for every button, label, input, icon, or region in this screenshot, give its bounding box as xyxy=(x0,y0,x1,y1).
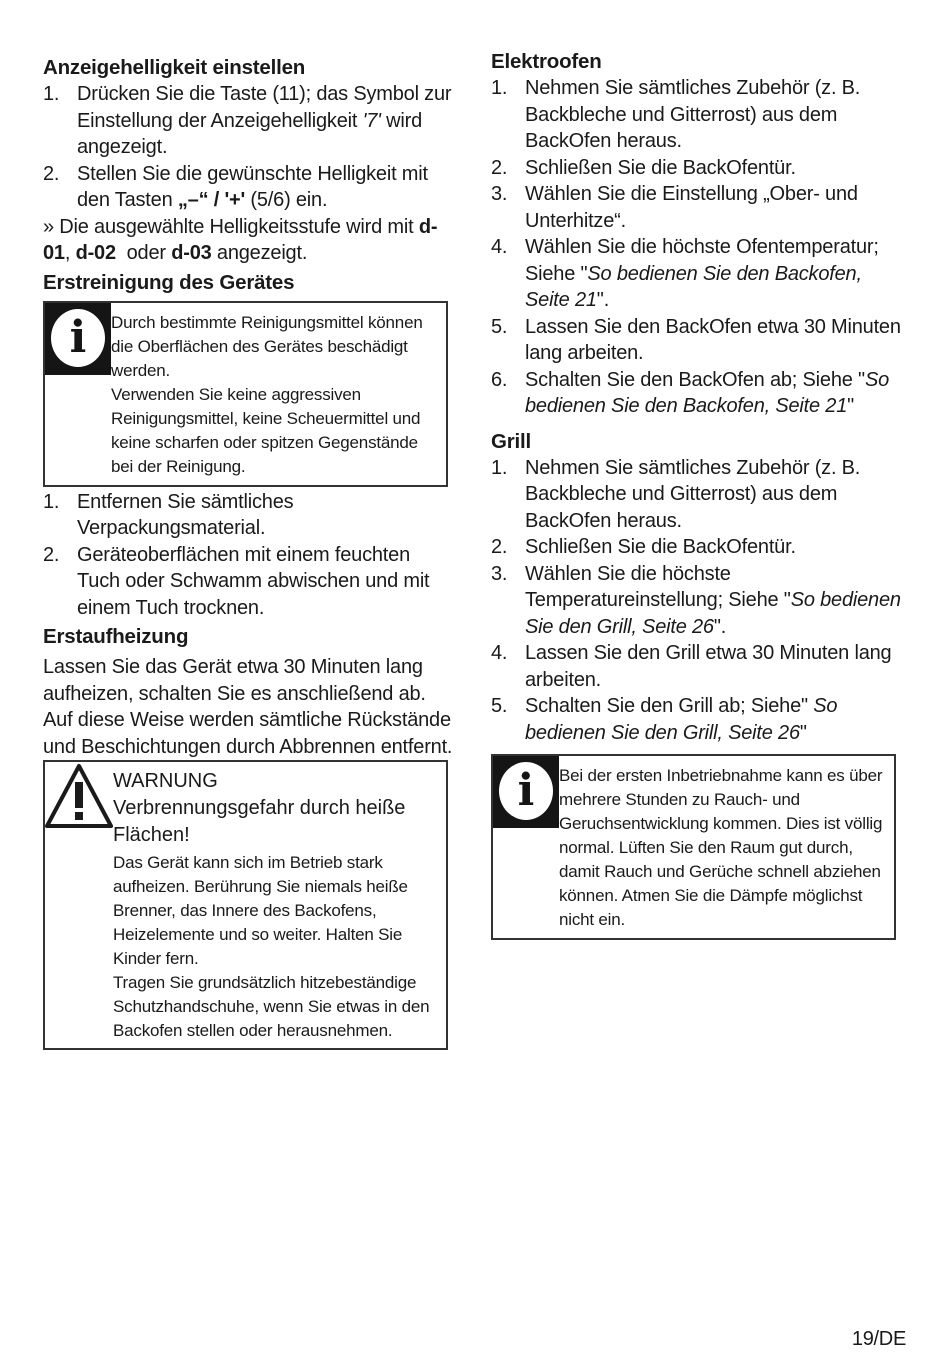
step-text: Schließen Sie die BackOfentür. xyxy=(525,536,796,558)
page-reference: So bedienen Sie den Grill, Seite 26 xyxy=(525,589,901,638)
step-text: Stellen Sie die gewünschte Helligkeit mit den Tasten xyxy=(77,162,428,211)
list-item: 2. Schließen Sie die BackOfentür. xyxy=(491,156,796,179)
heading-first-heating: Erstaufheizung xyxy=(43,625,189,648)
info-icon: i xyxy=(493,756,559,828)
brightness-steps xyxy=(43,81,455,214)
page-reference: So bedienen Sie den Backofen, Seite 21 xyxy=(525,262,862,311)
warning-triangle-icon xyxy=(45,762,113,830)
heading-display-brightness: Anzeigehelligkeit einstellen xyxy=(43,56,306,79)
step-text: wird angezeigt. xyxy=(77,109,423,158)
list-item: 4. Lassen Sie den Grill etwa 30 Minuten lang arbeiten. xyxy=(491,642,892,691)
notice-text: Bei der ersten Inbetriebnahme kann es über mehrere Stunden zu Rauch- und Geruchsentwicklung kommen. Dies ist völlig normal. Lüften Sie den Raum gut durch, damit Rauch und Gerüche schnell abziehen können. Atmen Sie die Dämpfe möglichst nicht ein. xyxy=(559,766,883,929)
heading-grill: Grill xyxy=(491,429,532,453)
warning-lead: Verbrennungsgefahr durch heiße Flächen! xyxy=(113,797,406,846)
step-text: Lassen Sie den Grill etwa 30 Minuten lang arbeiten. xyxy=(525,642,892,691)
step-text: Schließen Sie die BackOfentür. xyxy=(525,156,796,179)
brightness-result: » Die ausgewählte Helligkeitsstufe wird mit d-01, d-02 oder d-03 angezeigt. xyxy=(43,215,438,264)
cleaning-steps xyxy=(43,489,455,622)
step-text: (5/6) ein. xyxy=(245,189,328,211)
step-text: Nehmen Sie sämtliches Zubehör (z. B. Backbleche und Gitterrost) aus dem BackOfen heraus. xyxy=(525,77,861,152)
list-item: 1. Entfernen Sie sämtliches Verpackungsmaterial. xyxy=(43,490,294,539)
oven-steps xyxy=(491,75,911,420)
step-text: Wählen Sie die Einstellung „Ober- und Unterhitze“. xyxy=(525,183,858,232)
page-reference: So bedienen Sie den Backofen, Seite 21 xyxy=(525,368,890,417)
step-text: Lassen Sie den BackOfen etwa 30 Minuten lang arbeiten. xyxy=(525,315,901,364)
notice-text: Durch bestimmte Reinigungsmittel können die Oberflächen des Gerätes beschädigt werden. xyxy=(111,312,423,380)
left-column xyxy=(43,48,455,1050)
heating-paragraph: Lassen Sie das Gerät etwa 30 Minuten lang aufheizen, schalten Sie es anschließend ab. Auf diese Weise werden sämtliche Rückstände und Beschichtungen durch Abbrennen entfernt. xyxy=(43,656,453,758)
right-column xyxy=(491,48,911,940)
info-notice-first-use xyxy=(491,754,896,940)
page-number: 19/DE xyxy=(851,1328,906,1350)
list-item: 5. Lassen Sie den BackOfen etwa 30 Minuten lang arbeiten. xyxy=(491,315,901,364)
list-item xyxy=(43,81,455,161)
heading-electric-oven: Elektroofen xyxy=(491,50,602,73)
warning-notice xyxy=(43,760,448,1050)
step-text: Entfernen Sie sämtliches Verpackungsmaterial. xyxy=(77,490,294,539)
step-number: 1. xyxy=(43,83,60,105)
list-item: 3. Wählen Sie die höchste Temperatureinstellung; Siehe "So bedienen Sie den Grill, Seite 26". xyxy=(491,562,901,638)
info-icon: i xyxy=(45,303,111,375)
step-text: Nehmen Sie sämtliches Zubehör (z. B. Backbleche und Gitterrost) aus dem BackOfen heraus. xyxy=(525,456,861,532)
warning-text: Tragen Sie grundsätzlich hitzebeständige Schutzhandschuhe, wenn Sie etwas in den Backofen stellen oder herausnehmen. xyxy=(113,973,430,1040)
list-item xyxy=(43,161,455,214)
level-d01: d-01 xyxy=(43,215,438,264)
list-item: 6. Schalten Sie den BackOfen ab; Siehe "So bedienen Sie den Backofen, Seite 21" xyxy=(491,368,890,417)
list-item: 1. Nehmen Sie sämtliches Zubehör (z. B. Backbleche und Gitterrost) aus dem BackOfen heraus. xyxy=(491,456,861,532)
list-item: 4. Wählen Sie die höchste Ofentemperatur; Siehe "So bedienen Sie den Backofen, Seite 21". xyxy=(491,236,879,311)
page-reference: So bedienen Sie den Grill, Seite 26 xyxy=(525,695,838,744)
list-item: 3. Wählen Sie die Einstellung „Ober- und Unterhitze“. xyxy=(491,183,858,232)
warning-title: WARNUNG xyxy=(113,770,218,792)
info-notice-cleaning xyxy=(43,301,448,487)
brightness-symbol: '7' xyxy=(362,109,381,132)
level-d03: d-03 xyxy=(171,242,212,264)
grill-steps xyxy=(491,455,911,747)
step-text: Geräteoberflächen mit einem feuchten Tuch oder Schwamm abwischen und mit einem Tuch trocknen. xyxy=(77,543,430,619)
step-number: 2. xyxy=(43,162,60,185)
heading-first-cleaning: Erstreinigung des Gerätes xyxy=(43,270,295,294)
warning-text: Das Gerät kann sich im Betrieb stark aufheizen. Berührung Sie niemals heiße Brenner, das Innere des Backofens, Heizelemente und so weiter. Halten Sie Kinder fern. xyxy=(113,853,408,968)
list-item: 2. Geräteoberflächen mit einem feuchten Tuch oder Schwamm abwischen und mit einem Tuch trocknen. xyxy=(43,543,430,619)
list-item: 1. Nehmen Sie sämtliches Zubehör (z. B. Backbleche und Gitterrost) aus dem BackOfen heraus. xyxy=(491,77,861,152)
notice-text: Verwenden Sie keine aggressiven Reinigungsmittel, keine Scheuermittel und keine scharfen oder spitzen Gegenstände bei der Reinigung. xyxy=(111,384,421,476)
list-item: 2. Schließen Sie die BackOfentür. xyxy=(491,536,796,558)
step-text: Drücken Sie die Taste (11); das Symbol zur Einstellung der Anzeigehelligkeit xyxy=(77,83,452,132)
key-labels: „–“ / '+' xyxy=(177,189,246,211)
level-d02: d-02 xyxy=(75,242,116,264)
list-item: 5. Schalten Sie den Grill ab; Siehe" So bedienen Sie den Grill, Seite 26" xyxy=(491,695,838,744)
